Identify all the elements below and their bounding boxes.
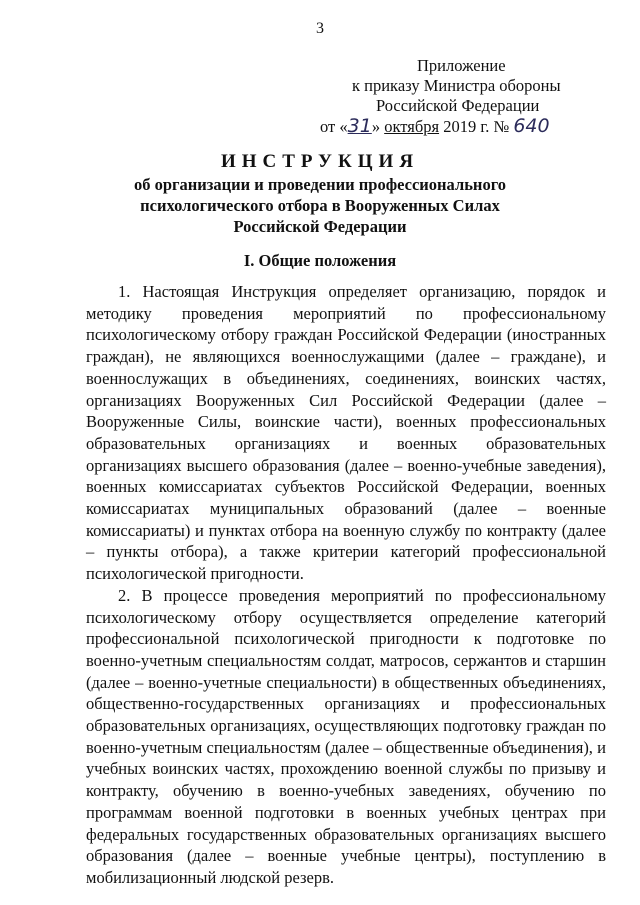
title-subtitle-line3: Российской Федерации: [233, 217, 407, 236]
order-number-handwritten: 640: [513, 115, 550, 137]
document-title: [40, 150, 600, 237]
title-subtitle-line1: об организации и проведении профессионального: [133, 175, 507, 194]
document-body: [86, 281, 606, 889]
date-year: 2019 г. №: [439, 117, 514, 136]
appendix-label: Приложение: [417, 56, 506, 75]
section-heading: I. Общие положения: [243, 251, 397, 270]
appendix-date-line: [320, 116, 620, 137]
appendix-block: [320, 56, 620, 137]
date-mid: »: [371, 117, 385, 136]
paragraph-2: 2. В процессе проведения мероприятий по профессиональному психологическому отбору осуществляется определение категорий профессиональной психологической пригодности к подготовке по военно-учетным специальностям солдат, матросов, сержантов и старшин (далее – военно-учетные специальности) в общественных объединениях, общественно-государственных организациях и профессиональных образовательных организациях, осуществляющих подготовку граждан по военно-учетным специальностям (далее – общественные объединения), и учебных воинских частях, прохождению военной службы по призыву и контракту, обучению в военно-учебных заведениях, обучению по программам военной подготовки в военных учебных центрах при федеральных государственных образовательных организациях высшего образования (далее – военные учебные центры), поступлению в мобилизационный людской резерв.: [86, 585, 606, 887]
appendix-order-line: к приказу Министра обороны: [352, 76, 561, 95]
date-month: октября: [384, 117, 440, 136]
date-day-handwritten: 31: [347, 115, 372, 137]
appendix-country-line: Российской Федерации: [376, 96, 540, 115]
title-subtitle-line2: психологического отбора в Вооруженных Силах: [140, 196, 500, 215]
paragraph-1: 1. Настоящая Инструкция определяет организацию, порядок и методику проведения мероприятий по профессиональному психологическому отбору граждан Российской Федерации (иностранных граждан), не являющихся военнослужащими (далее – граждане), и военнослужащих в объединениях, соединениях, воинских частях, организациях Вооруженных Сил Российской Федерации (далее – Вооруженные Силы, воинские части), военных профессиональных образовательных организациях и военных образовательных организациях высшего образования (далее – военно-учебные заведения), военных комиссариатах субъектов Российской Федерации, военных комиссариатах муниципальных образований (далее – военные комиссариаты) и пунктах отбора на военную службу по контракту (далее – пункты отбора), а также критерии категорий профессиональной психологической пригодности.: [86, 282, 606, 584]
date-prefix: от «: [320, 117, 348, 136]
page-number: 3: [316, 20, 324, 37]
title-main: ИНСТРУКЦИЯ: [220, 151, 420, 172]
